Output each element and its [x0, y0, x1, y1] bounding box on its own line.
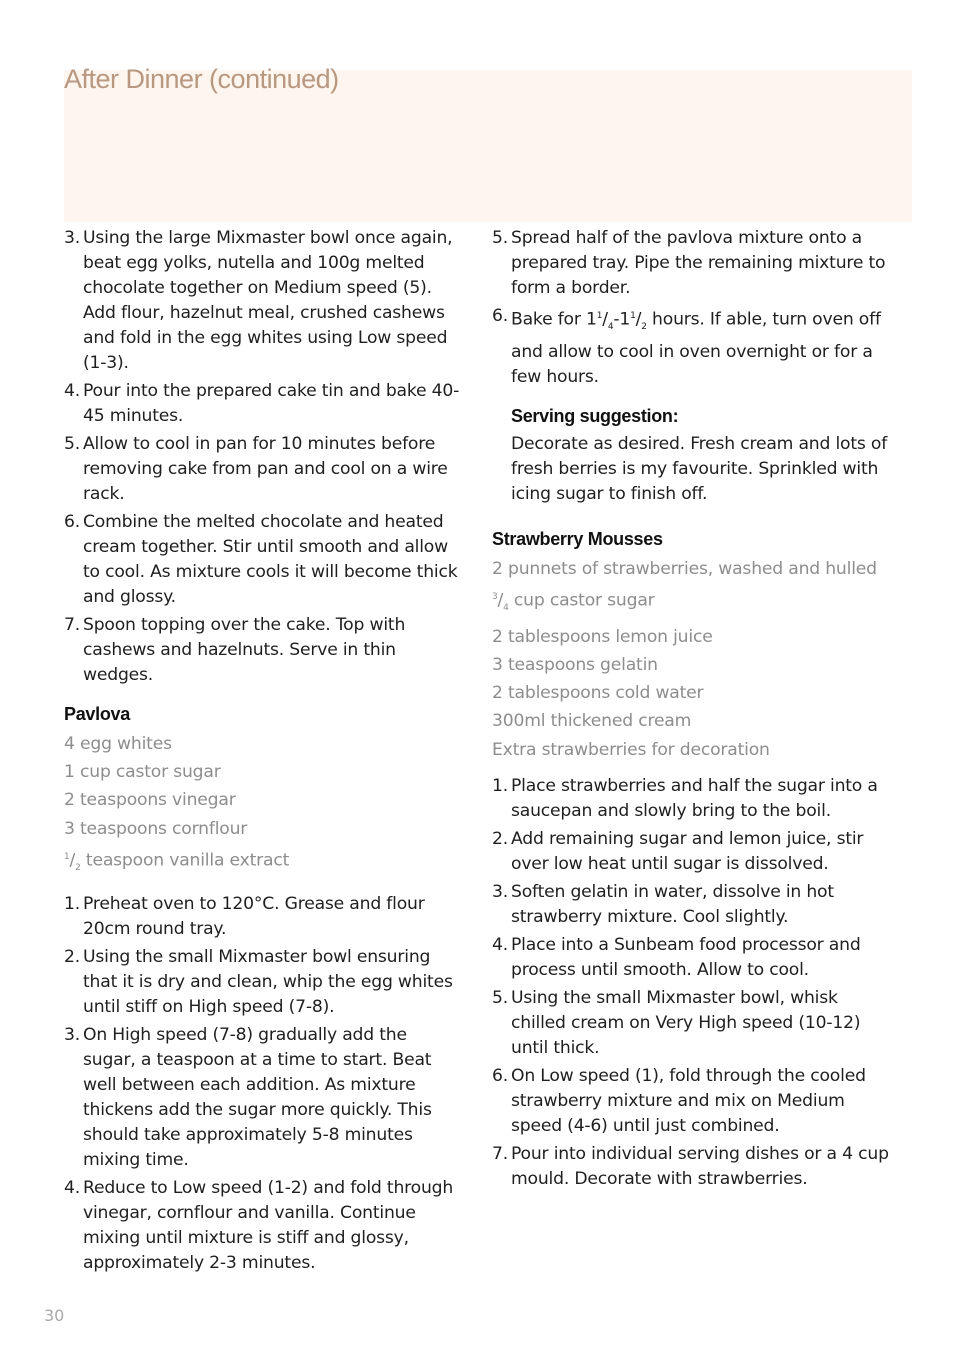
- cake-step: [64, 432, 464, 507]
- serving-text: Decorate as desired. Fresh cream and lots of fresh berries is my favourite. Sprinkled with icing sugar to finish off.: [511, 434, 888, 505]
- step-text: Place strawberries and half the sugar into a saucepan and slowly bring to the boil.: [511, 775, 878, 821]
- step-number: 6.: [492, 306, 508, 326]
- step-number: 5.: [492, 987, 508, 1008]
- step-text: Spread half of the pavlova mixture onto a prepared tray. Pipe the remaining mixture to form a border.: [511, 228, 886, 298]
- step-number: 6.: [64, 512, 80, 532]
- step-text: Using the large Mixmaster bowl once again, beat egg yolks, nutella and 100g melted chocolate together on Medium speed (5). Add flour, hazelnut meal, crushed cashews and fold in the egg whites using Low speed (1-3).: [83, 228, 453, 373]
- fraction-denominator: 2: [641, 322, 647, 333]
- ingredient: $^1/_2$ teaspoon vanilla extract: [64, 850, 290, 873]
- step-text-part: -1: [613, 309, 631, 330]
- step-text: Place into a Sunbeam food processor and process until smooth. Allow to cool.: [511, 934, 861, 980]
- step-number: 7.: [64, 615, 80, 635]
- step-text: Pour into individual serving dishes or a 4 cup mould. Decorate with strawberries.: [511, 1143, 889, 1189]
- step-text: On High speed (7-8) gradually add the sugar, a teaspoon at a time to start. Beat well between each addition. As mixture thickens add the sugar more quickly. This should take approximately 5-8 minutes mixing time.: [83, 1025, 432, 1171]
- pavlova-steps: [64, 892, 464, 1276]
- step-text: Add remaining sugar and lemon juice, stir over low heat until sugar is dissolved.: [511, 828, 864, 874]
- serving-suggestion: [511, 404, 892, 507]
- fraction-numerator: 1: [64, 851, 70, 862]
- step-text: Bake for $1^1/_4-1^1/_2$ hours. If able, turn oven off and allow to cool in oven overnight or for a few hours.: [511, 309, 881, 388]
- step-text: Spoon topping over the cake. Top with cashews and hazelnuts. Serve in thin wedges.: [83, 615, 406, 685]
- pavlova-step: [64, 892, 464, 942]
- step-number: 1.: [492, 775, 508, 796]
- serving-title: Serving suggestion:: [511, 406, 679, 427]
- ingredient: $^3/_4$ cup castor sugar: [492, 591, 655, 614]
- fraction-denominator: 4: [503, 603, 509, 614]
- cake-step: [64, 379, 464, 429]
- page-number: 30: [44, 1306, 65, 1325]
- pavlova-ingredients: [64, 730, 464, 882]
- mousses-step: [492, 1142, 892, 1192]
- step-text: Soften gelatin in water, dissolve in hot strawberry mixture. Cool slightly.: [511, 881, 834, 927]
- step-number: 4.: [64, 1178, 80, 1199]
- fraction-numerator: 1: [630, 311, 636, 321]
- step-number: 4.: [492, 934, 508, 955]
- step-number: 5.: [64, 434, 80, 454]
- step-text-part: Bake for 1: [511, 309, 597, 330]
- pavlova-step: [64, 1176, 464, 1276]
- ingredient: 2 tablespoons lemon juice: [492, 626, 713, 647]
- ingredient: Extra strawberries for decoration: [492, 739, 770, 760]
- cake-steps: [64, 226, 464, 688]
- pavlova-step: [64, 945, 464, 1020]
- pavlova-step: [492, 226, 892, 301]
- right-column: [492, 226, 892, 1195]
- step-number: 7.: [492, 1143, 508, 1164]
- ingredient: 4 egg whites: [64, 734, 172, 754]
- mousses-title: Strawberry Mousses: [492, 529, 663, 550]
- left-column: [64, 226, 464, 1279]
- step-number: 3.: [64, 1025, 80, 1046]
- ingredient: 2 punnets of strawberries, washed and hulled: [492, 559, 877, 580]
- cake-step: [64, 613, 464, 688]
- step-text-part: hours. If able, turn oven off and allow to cool in oven overnight or for a few hours.: [511, 309, 881, 388]
- ingredient: 1 cup castor sugar: [64, 762, 221, 783]
- ingredient-text: cup castor sugar: [508, 591, 655, 612]
- step-number: 3.: [492, 881, 508, 902]
- mousses-step: [492, 933, 892, 983]
- ingredient: 3 teaspoons cornflour: [64, 818, 248, 839]
- step-text: Pour into the prepared cake tin and bake 40-45 minutes.: [83, 381, 460, 426]
- pavlova-step: [492, 304, 892, 390]
- mousses-step: [492, 827, 892, 877]
- pavlova-step: [64, 1023, 464, 1173]
- ingredient: 2 teaspoons vinegar: [64, 790, 236, 811]
- ingredient-text: teaspoon vanilla extract: [80, 850, 290, 871]
- mousses-ingredients: [492, 555, 892, 764]
- step-text: Using the small Mixmaster bowl ensuring that it is dry and clean, whip the egg whites until stiff on High speed (7-8).: [83, 947, 453, 1018]
- fraction-numerator: 1: [596, 311, 603, 321]
- cake-step: [64, 510, 464, 610]
- step-text: Preheat oven to 120°C. Grease and flour 20cm round tray.: [83, 894, 425, 940]
- step-number: 2.: [64, 947, 80, 968]
- step-text: Reduce to Low speed (1-2) and fold through vinegar, cornflour and vanilla. Continue mixing until mixture is stiff and glossy, approximately 2-3 minutes.: [83, 1178, 454, 1274]
- mousses-step: [492, 1064, 892, 1139]
- cake-step: [64, 226, 464, 376]
- mousses-steps: [492, 774, 892, 1192]
- ingredient: 2 tablespoons cold water: [492, 683, 704, 704]
- step-text: Combine the melted chocolate and heated cream together. Stir until smooth and allow to cool. As mixture cools it will become thick and glossy.: [83, 512, 458, 607]
- fraction-denominator: 4: [607, 322, 614, 333]
- ingredient: 3 teaspoons gelatin: [492, 654, 658, 675]
- pavlova-title: Pavlova: [64, 704, 130, 724]
- ingredient: 300ml thickened cream: [492, 711, 692, 732]
- mousses-step: [492, 774, 892, 824]
- fraction-denominator: 2: [75, 862, 81, 873]
- fraction-numerator: 3: [492, 592, 498, 603]
- pavlova-steps-continued: [492, 226, 892, 390]
- step-number: 5.: [492, 228, 508, 248]
- step-number: 2.: [492, 828, 508, 849]
- step-text: Using the small Mixmaster bowl, whisk chilled cream on Very High speed (10-12) until thick.: [511, 987, 861, 1058]
- step-number: 1.: [64, 894, 80, 915]
- step-text: Allow to cool in pan for 10 minutes before removing cake from pan and cool on a wire rack.: [83, 434, 448, 504]
- mousses-step: [492, 986, 892, 1061]
- page-title: After Dinner (continued): [64, 64, 339, 94]
- step-number: 3.: [64, 228, 80, 248]
- step-number: 4.: [64, 381, 80, 401]
- mousses-step: [492, 880, 892, 930]
- step-number: 6.: [492, 1065, 508, 1086]
- step-text: On Low speed (1), fold through the cooled strawberry mixture and mix on Medium speed (4-6) until just combined.: [511, 1065, 866, 1136]
